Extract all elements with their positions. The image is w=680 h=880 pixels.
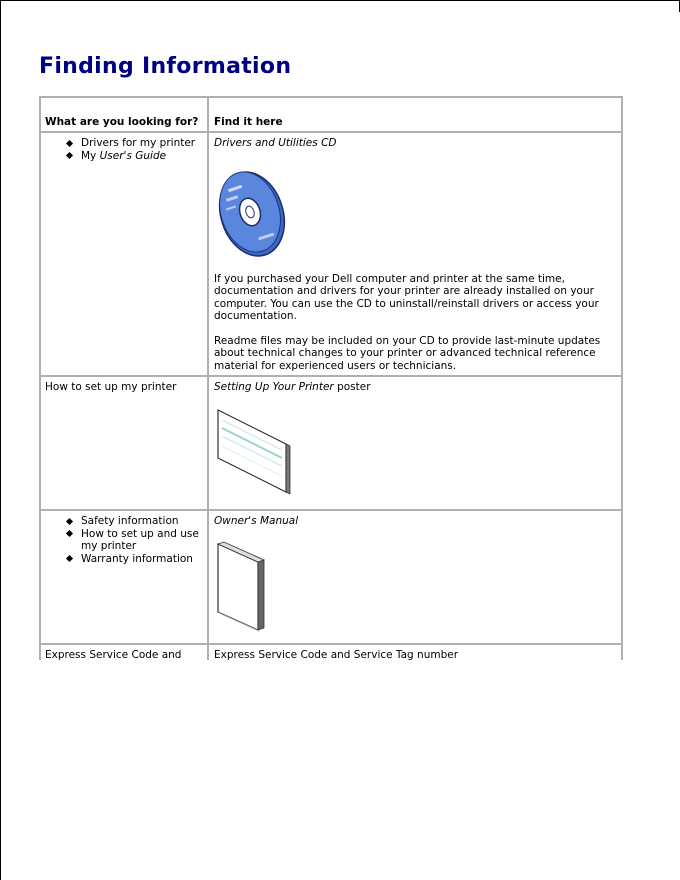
page-edge-left [0,0,1,880]
table-header-row [41,98,621,133]
source-title: Owner's Manual [214,515,299,527]
topic-list [45,515,203,565]
list-item [65,150,203,163]
row-topic-cell: Express Service Code and [41,645,209,660]
table-row [41,645,621,660]
header-find-it-here: Find it here [214,116,283,128]
item-prefix: My [81,149,100,162]
row-topic-cell: How to set up my printer [41,377,209,509]
row-source-cell: Express Service Code and Service Tag number [214,649,459,660]
table-row [41,377,621,511]
row-topic-cell [41,133,209,375]
list-item: Warranty information [65,553,203,566]
poster-illustration [214,406,294,498]
manual-illustration [214,540,274,636]
users-guide-link[interactable]: User's Guide [99,149,167,162]
header-looking-for: What are you looking for? [41,98,209,131]
row-source-cell [209,377,621,509]
cd-illustration [214,159,294,259]
paragraph: Readme files may be included on your CD to provide last-minute updates about technical changes to your printer or advanced technical reference material for experienced users or technicians. [214,334,601,372]
list-item: Safety information [65,515,203,528]
row-source-cell [209,133,621,375]
page-title: Finding Information [39,54,292,79]
topic-list [45,137,203,162]
source-title: Drivers and Utilities CD [214,137,337,149]
page-edge-top [0,0,680,1]
row-source-cell [209,511,621,643]
table-row [41,511,621,645]
source-title: Setting Up Your Printer [214,381,334,393]
source-suffix: poster [333,381,371,393]
table-row [41,133,621,377]
row-topic-cell [41,511,209,643]
list-item: How to set up and use my printer [65,528,203,553]
info-table [39,96,623,660]
list-item: Drivers for my printer [65,137,203,150]
paragraph: If you purchased your Dell computer and printer at the same time, documentation and drivers for your printer are already installed on your computer. You can use the CD to uninstall/reinstall drivers or access your documentation. [214,272,599,322]
source-line [214,381,616,394]
